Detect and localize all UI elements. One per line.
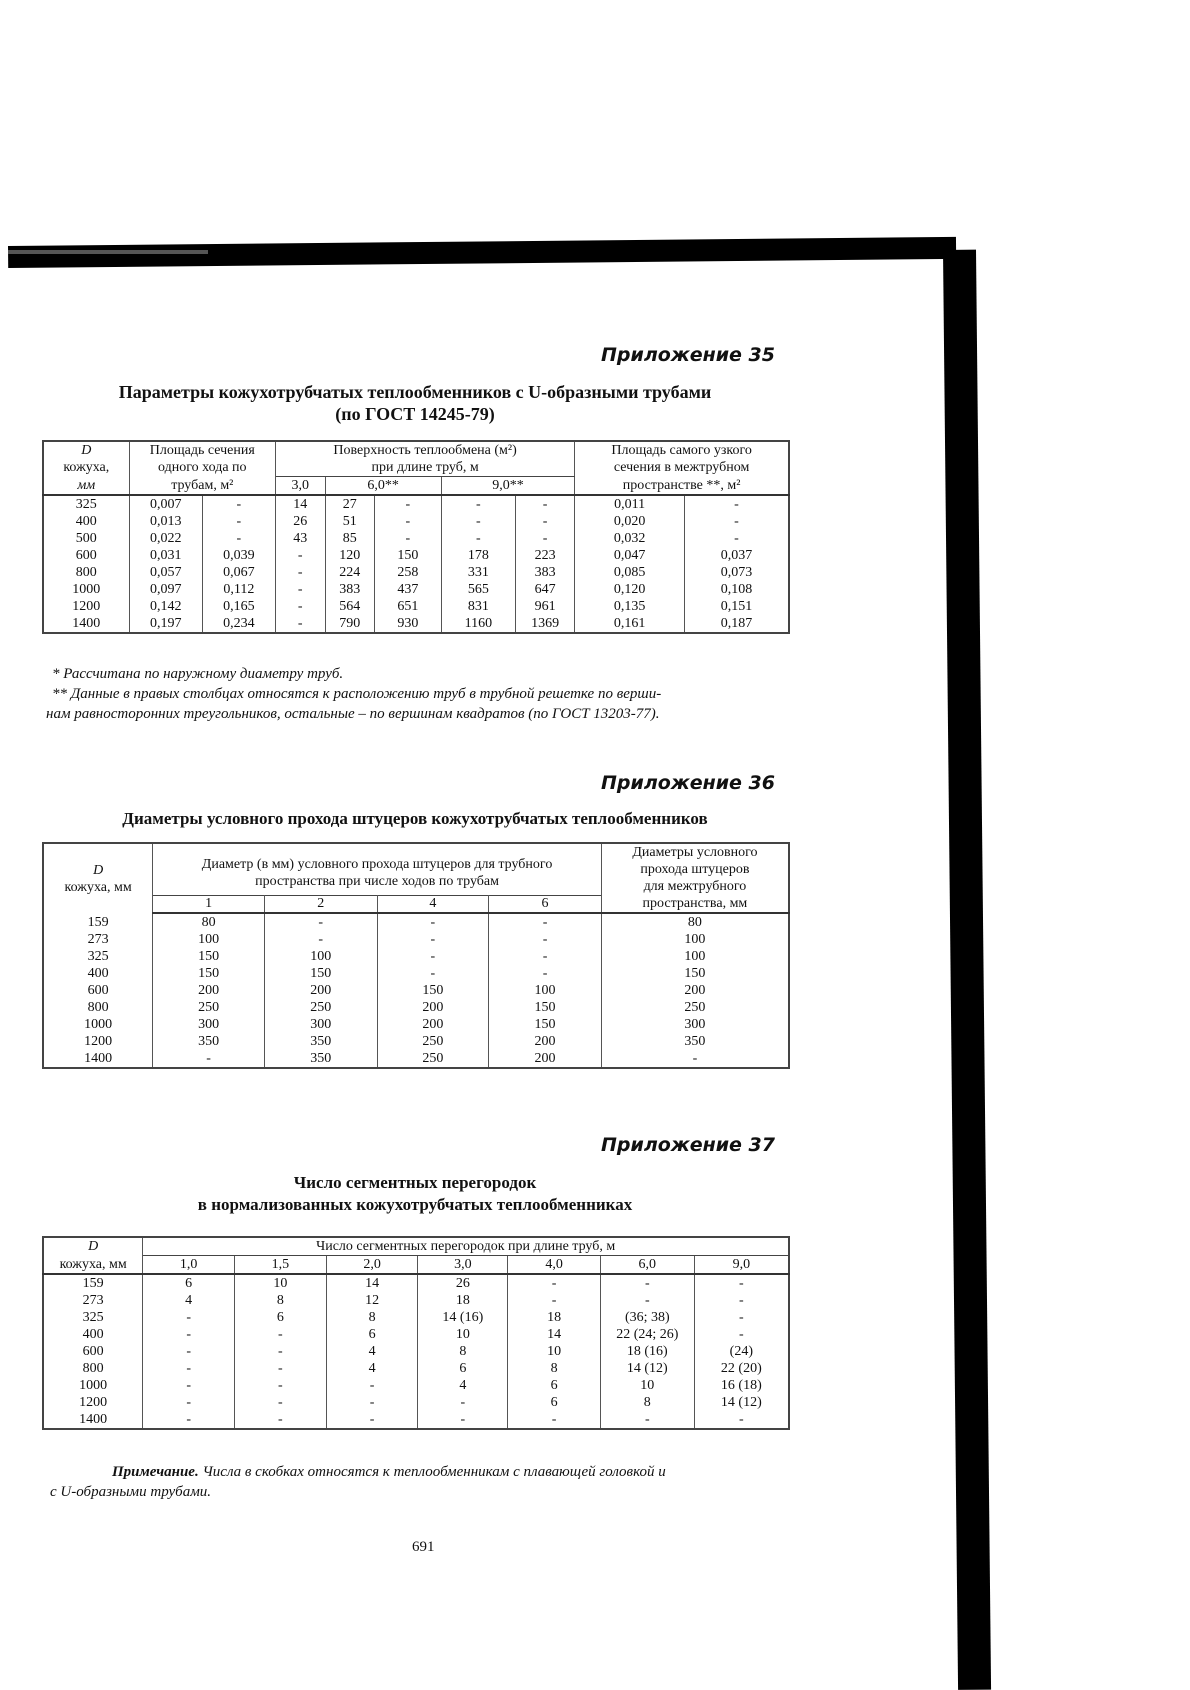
table-cell: -: [694, 1274, 789, 1292]
table-cell: 437: [375, 581, 442, 598]
table-cell: 0,135: [575, 598, 685, 615]
row-header-cell: 600: [43, 547, 129, 564]
table-row: [43, 948, 789, 965]
table-cell: 18: [508, 1309, 601, 1326]
table-cell: -: [143, 1377, 235, 1394]
table-cell: 85: [325, 530, 375, 547]
table-cell: -: [516, 530, 575, 547]
row-header-cell: 325: [43, 948, 153, 965]
table-cell: 200: [601, 982, 789, 999]
table-row: [43, 530, 789, 547]
header-pass-2: 2: [264, 895, 377, 913]
table-cell: 200: [489, 1050, 602, 1068]
table-cell: -: [516, 513, 575, 530]
table-cell: -: [375, 513, 442, 530]
table-cell: 0,057: [129, 564, 202, 581]
table-cell: -: [685, 495, 789, 513]
table-cell: 8: [235, 1292, 327, 1309]
table-cell: 8: [600, 1394, 694, 1411]
table-cell: -: [326, 1411, 418, 1429]
appendix-35-title: [40, 381, 790, 425]
table-cell: 350: [264, 1033, 377, 1050]
table-cell: 6: [326, 1326, 418, 1343]
appendix-37-table: [42, 1236, 790, 1430]
table-cell: -: [694, 1292, 789, 1309]
header-length: 2,0: [326, 1256, 418, 1275]
row-header-cell: 400: [43, 965, 153, 982]
header-narrow: Площадь самого узкого: [575, 441, 789, 459]
table-cell: 6: [418, 1360, 508, 1377]
header-tube-space: Диаметр (в мм) условного прохода штуцеров для трубного пространства при числе ходов по трубам: [153, 843, 602, 895]
table-cell: 0,011: [575, 495, 685, 513]
table-cell: -: [202, 513, 275, 530]
header-area: Площадь сечения: [129, 441, 275, 459]
table-row: [43, 1016, 789, 1033]
table-row: [43, 495, 789, 513]
table-cell: 8: [326, 1309, 418, 1326]
table-cell: 831: [441, 598, 515, 615]
header-d: D: [43, 441, 129, 459]
appendix-36-label: Приложение 36: [601, 772, 775, 794]
table-cell: 43: [275, 530, 325, 547]
table-row: [43, 999, 789, 1016]
table-cell: 10: [600, 1377, 694, 1394]
table-cell: -: [489, 931, 602, 948]
table-cell: -: [489, 913, 602, 931]
row-header-cell: 159: [43, 913, 153, 931]
table-cell: -: [143, 1326, 235, 1343]
table-cell: 0,161: [575, 615, 685, 633]
table-cell: -: [694, 1309, 789, 1326]
table-cell: 26: [418, 1274, 508, 1292]
header-pass-4: 4: [377, 895, 489, 913]
header-length: 3,0: [418, 1256, 508, 1275]
table-cell: 8: [508, 1360, 601, 1377]
appendix-37-title: [40, 1172, 790, 1216]
table-cell: 200: [377, 1016, 489, 1033]
table-cell: 12: [326, 1292, 418, 1309]
table-cell: -: [516, 495, 575, 513]
table-cell: -: [143, 1394, 235, 1411]
table-cell: 150: [377, 982, 489, 999]
header-shell-space-4: пространства, мм: [601, 895, 789, 913]
table-cell: 100: [489, 982, 602, 999]
table-cell: -: [326, 1377, 418, 1394]
table-cell: 0,022: [129, 530, 202, 547]
table-row: [43, 1292, 789, 1309]
table-cell: 18 (16): [600, 1343, 694, 1360]
table-cell: 224: [325, 564, 375, 581]
row-header-cell: 1200: [43, 1033, 153, 1050]
table-cell: 258: [375, 564, 442, 581]
table-cell: -: [489, 948, 602, 965]
footnote-2: ** Данные в правых столбцах относятся к расположению труб в трубной решетке по верши-: [52, 686, 662, 702]
table-cell: 18: [418, 1292, 508, 1309]
table-cell: -: [508, 1274, 601, 1292]
table-cell: 300: [264, 1016, 377, 1033]
table-cell: 100: [264, 948, 377, 965]
table-cell: -: [508, 1292, 601, 1309]
header-narrow-2: сечения в межтрубном: [575, 459, 789, 477]
table-cell: -: [143, 1343, 235, 1360]
appendix-35-title-line2: (по ГОСТ 14245-79): [335, 404, 495, 424]
table-cell: 200: [264, 982, 377, 999]
scan-border-top-edge: [8, 250, 208, 254]
table-cell: 10: [508, 1343, 601, 1360]
table-cell: 0,047: [575, 547, 685, 564]
table-cell: 6: [508, 1377, 601, 1394]
table-row: [43, 1033, 789, 1050]
table-cell: 10: [418, 1326, 508, 1343]
table-cell: 1160: [441, 615, 515, 633]
table-cell: (24): [694, 1343, 789, 1360]
header-surface: Поверхность теплообмена (м²): [275, 441, 574, 459]
table-cell: 200: [153, 982, 265, 999]
header-d-3: мм: [43, 477, 129, 496]
table-cell: 22 (24; 26): [600, 1326, 694, 1343]
row-header-cell: 1000: [43, 1016, 153, 1033]
scan-border-right: [943, 250, 991, 1690]
appendix-37-title-line1: Число сегментных перегородок: [293, 1173, 537, 1192]
table-cell: -: [202, 530, 275, 547]
table-cell: 250: [377, 1033, 489, 1050]
table-row: [43, 913, 789, 931]
table-cell: 331: [441, 564, 515, 581]
table-cell: -: [694, 1411, 789, 1429]
row-header-cell: 1000: [43, 581, 129, 598]
table-cell: -: [600, 1411, 694, 1429]
table-cell: -: [326, 1394, 418, 1411]
table-cell: 22 (20): [694, 1360, 789, 1377]
table-cell: -: [235, 1411, 327, 1429]
table-cell: 0,151: [685, 598, 789, 615]
table-cell: 14 (16): [418, 1309, 508, 1326]
table-cell: 150: [153, 948, 265, 965]
header-pass-1: 1: [153, 895, 265, 913]
table-cell: 250: [264, 999, 377, 1016]
table-cell: 200: [489, 1033, 602, 1050]
table-cell: 6: [508, 1394, 601, 1411]
table-cell: 100: [601, 931, 789, 948]
table-cell: 350: [601, 1033, 789, 1050]
table-cell: 383: [325, 581, 375, 598]
table-row: [43, 598, 789, 615]
table-cell: -: [508, 1411, 601, 1429]
table-cell: 150: [489, 1016, 602, 1033]
table-cell: 4: [418, 1377, 508, 1394]
table-cell: -: [377, 948, 489, 965]
table-cell: -: [153, 1050, 265, 1068]
header-length: 4,0: [508, 1256, 601, 1275]
table-cell: -: [441, 513, 515, 530]
table-cell: 14 (12): [600, 1360, 694, 1377]
table-cell: 150: [601, 965, 789, 982]
table-cell: 790: [325, 615, 375, 633]
note-label: Примечание.: [112, 1464, 199, 1480]
table-cell: 651: [375, 598, 442, 615]
table-cell: 1369: [516, 615, 575, 633]
table-cell: 0,165: [202, 598, 275, 615]
table-cell: -: [441, 495, 515, 513]
table-cell: 0,007: [129, 495, 202, 513]
footnote-1: * Рассчитана по наружному диаметру труб.: [52, 666, 344, 682]
row-header-cell: 800: [43, 999, 153, 1016]
table-cell: 383: [516, 564, 575, 581]
header-length: 6,0: [600, 1256, 694, 1275]
header-d-2: кожуха, мм: [43, 1256, 143, 1275]
row-header-cell: 325: [43, 1309, 143, 1326]
table-cell: 0,108: [685, 581, 789, 598]
header-length: 1,5: [235, 1256, 327, 1275]
table-cell: -: [685, 530, 789, 547]
header-d-2: кожуха,: [43, 459, 129, 477]
table-row: [43, 1050, 789, 1068]
table-cell: -: [143, 1309, 235, 1326]
note-text: Числа в скобках относятся к теплообменникам с плавающей головкой и: [198, 1464, 666, 1480]
table-cell: 250: [153, 999, 265, 1016]
page-number: 691: [412, 1539, 435, 1555]
row-header-cell: 1200: [43, 1394, 143, 1411]
table-cell: 14: [326, 1274, 418, 1292]
table-row: [43, 581, 789, 598]
row-header-cell: 159: [43, 1274, 143, 1292]
table-row: [43, 931, 789, 948]
header-narrow-3: пространстве **, м²: [575, 477, 789, 496]
appendix-37-title-line2: в нормализованных кожухотрубчатых теплообменниках: [197, 1195, 633, 1214]
table-cell: -: [685, 513, 789, 530]
header-shell-space: Диаметры условного прохода штуцеров для межтрубного: [601, 843, 789, 895]
header-len-9: 9,0**: [441, 477, 574, 496]
table-cell: (36; 38): [600, 1309, 694, 1326]
table-cell: 250: [377, 1050, 489, 1068]
header-d: D: [43, 1237, 143, 1256]
row-header-cell: 1400: [43, 1050, 153, 1068]
table-cell: 565: [441, 581, 515, 598]
table-cell: 0,039: [202, 547, 275, 564]
row-header-cell: 1400: [43, 1411, 143, 1429]
table-cell: -: [264, 931, 377, 948]
table-cell: 150: [375, 547, 442, 564]
table-cell: -: [235, 1343, 327, 1360]
table-cell: 4: [326, 1360, 418, 1377]
row-header-cell: 600: [43, 1343, 143, 1360]
table-cell: 0,234: [202, 615, 275, 633]
table-cell: 6: [143, 1274, 235, 1292]
table-cell: 51: [325, 513, 375, 530]
table-cell: 0,085: [575, 564, 685, 581]
footnote-3: нам равносторонних треугольников, остальные – по вершинам квадратов (по ГОСТ 13203-77).: [46, 706, 660, 722]
header-pass-6: 6: [489, 895, 602, 913]
table-cell: -: [235, 1394, 327, 1411]
table-cell: -: [418, 1411, 508, 1429]
appendix-35-label: Приложение 35: [601, 344, 775, 366]
table-cell: 100: [153, 931, 265, 948]
table-row: [43, 1360, 789, 1377]
table-cell: -: [489, 965, 602, 982]
appendix-37-note-2: с U-образными трубами.: [50, 1484, 212, 1500]
header-surface-2: при длине труб, м: [275, 459, 574, 477]
table-cell: 300: [153, 1016, 265, 1033]
table-cell: 14 (12): [694, 1394, 789, 1411]
table-cell: -: [275, 581, 325, 598]
table-cell: 0,037: [685, 547, 789, 564]
table-cell: 0,187: [685, 615, 789, 633]
table-row: [43, 1343, 789, 1360]
table-row: [43, 1309, 789, 1326]
header-len-6: 6,0**: [325, 477, 441, 496]
table-cell: 80: [153, 913, 265, 931]
appendix-37-note: [52, 1462, 792, 1482]
table-cell: 14: [508, 1326, 601, 1343]
table-cell: -: [418, 1394, 508, 1411]
table-row: [43, 513, 789, 530]
table-cell: -: [143, 1411, 235, 1429]
table-cell: -: [275, 598, 325, 615]
table-cell: 300: [601, 1016, 789, 1033]
table-cell: 150: [489, 999, 602, 1016]
table-row: [43, 615, 789, 633]
table-cell: -: [202, 495, 275, 513]
appendix-35-title-line1: Параметры кожухотрубчатых теплообменников с U-образными трубами: [118, 382, 712, 402]
table-cell: 16 (18): [694, 1377, 789, 1394]
table-cell: -: [601, 1050, 789, 1068]
table-cell: -: [275, 547, 325, 564]
table-cell: 8: [418, 1343, 508, 1360]
table-cell: 4: [326, 1343, 418, 1360]
table-cell: 100: [601, 948, 789, 965]
table-cell: 0,073: [685, 564, 789, 581]
header-length: 9,0: [694, 1256, 789, 1275]
table-cell: 150: [264, 965, 377, 982]
table-cell: 350: [153, 1033, 265, 1050]
header-area-2: одного хода по: [129, 459, 275, 477]
table-cell: 223: [516, 547, 575, 564]
table-cell: -: [143, 1360, 235, 1377]
appendix-37-label: Приложение 37: [601, 1134, 775, 1156]
table-row: [43, 547, 789, 564]
table-row: [43, 965, 789, 982]
table-cell: -: [600, 1274, 694, 1292]
appendix-36-title: Диаметры условного прохода штуцеров кожухотрубчатых теплообменников: [122, 809, 708, 828]
table-cell: 564: [325, 598, 375, 615]
table-row: [43, 1326, 789, 1343]
table-cell: 0,142: [129, 598, 202, 615]
row-header-cell: 500: [43, 530, 129, 547]
table-cell: -: [600, 1292, 694, 1309]
table-cell: 0,031: [129, 547, 202, 564]
row-header-cell: 325: [43, 495, 129, 513]
table-cell: 0,067: [202, 564, 275, 581]
table-cell: -: [235, 1326, 327, 1343]
table-cell: -: [377, 965, 489, 982]
table-cell: 120: [325, 547, 375, 564]
table-cell: 930: [375, 615, 442, 633]
row-header-cell: 400: [43, 513, 129, 530]
table-cell: 14: [275, 495, 325, 513]
table-cell: 0,197: [129, 615, 202, 633]
table-cell: -: [235, 1377, 327, 1394]
table-row: [43, 1394, 789, 1411]
table-cell: -: [694, 1326, 789, 1343]
appendix-35-table: [42, 440, 790, 634]
table-cell: -: [441, 530, 515, 547]
header-d: D кожуха, мм: [43, 843, 153, 913]
table-row: [43, 1411, 789, 1429]
table-cell: 80: [601, 913, 789, 931]
row-header-cell: 1200: [43, 598, 129, 615]
table-row: [43, 564, 789, 581]
table-cell: 350: [264, 1050, 377, 1068]
table-cell: -: [275, 615, 325, 633]
row-header-cell: 800: [43, 564, 129, 581]
table-cell: -: [275, 564, 325, 581]
row-header-cell: 400: [43, 1326, 143, 1343]
table-cell: 10: [235, 1274, 327, 1292]
table-row: [43, 1377, 789, 1394]
header-len-3: 3,0: [275, 477, 325, 496]
table-cell: 150: [153, 965, 265, 982]
table-cell: 6: [235, 1309, 327, 1326]
table-cell: 0,112: [202, 581, 275, 598]
header-baffles: Число сегментных перегородок при длине труб, м: [143, 1237, 789, 1256]
appendix-36-table: [42, 842, 790, 1069]
table-cell: 961: [516, 598, 575, 615]
table-row: [43, 1274, 789, 1292]
row-header-cell: 1000: [43, 1377, 143, 1394]
row-header-cell: 600: [43, 982, 153, 999]
row-header-cell: 273: [43, 1292, 143, 1309]
table-cell: 200: [377, 999, 489, 1016]
table-cell: 0,097: [129, 581, 202, 598]
table-cell: -: [375, 495, 442, 513]
table-cell: -: [377, 913, 489, 931]
table-cell: 0,020: [575, 513, 685, 530]
table-cell: 647: [516, 581, 575, 598]
table-cell: 4: [143, 1292, 235, 1309]
table-cell: 0,032: [575, 530, 685, 547]
table-cell: -: [264, 913, 377, 931]
table-row: [43, 982, 789, 999]
table-cell: 0,013: [129, 513, 202, 530]
table-cell: 250: [601, 999, 789, 1016]
header-area-3: трубам, м²: [129, 477, 275, 496]
row-header-cell: 800: [43, 1360, 143, 1377]
table-cell: 0,120: [575, 581, 685, 598]
table-cell: -: [377, 931, 489, 948]
row-header-cell: 273: [43, 931, 153, 948]
header-length: 1,0: [143, 1256, 235, 1275]
table-cell: 178: [441, 547, 515, 564]
table-cell: 27: [325, 495, 375, 513]
table-cell: -: [235, 1360, 327, 1377]
table-cell: 26: [275, 513, 325, 530]
table-cell: -: [375, 530, 442, 547]
row-header-cell: 1400: [43, 615, 129, 633]
